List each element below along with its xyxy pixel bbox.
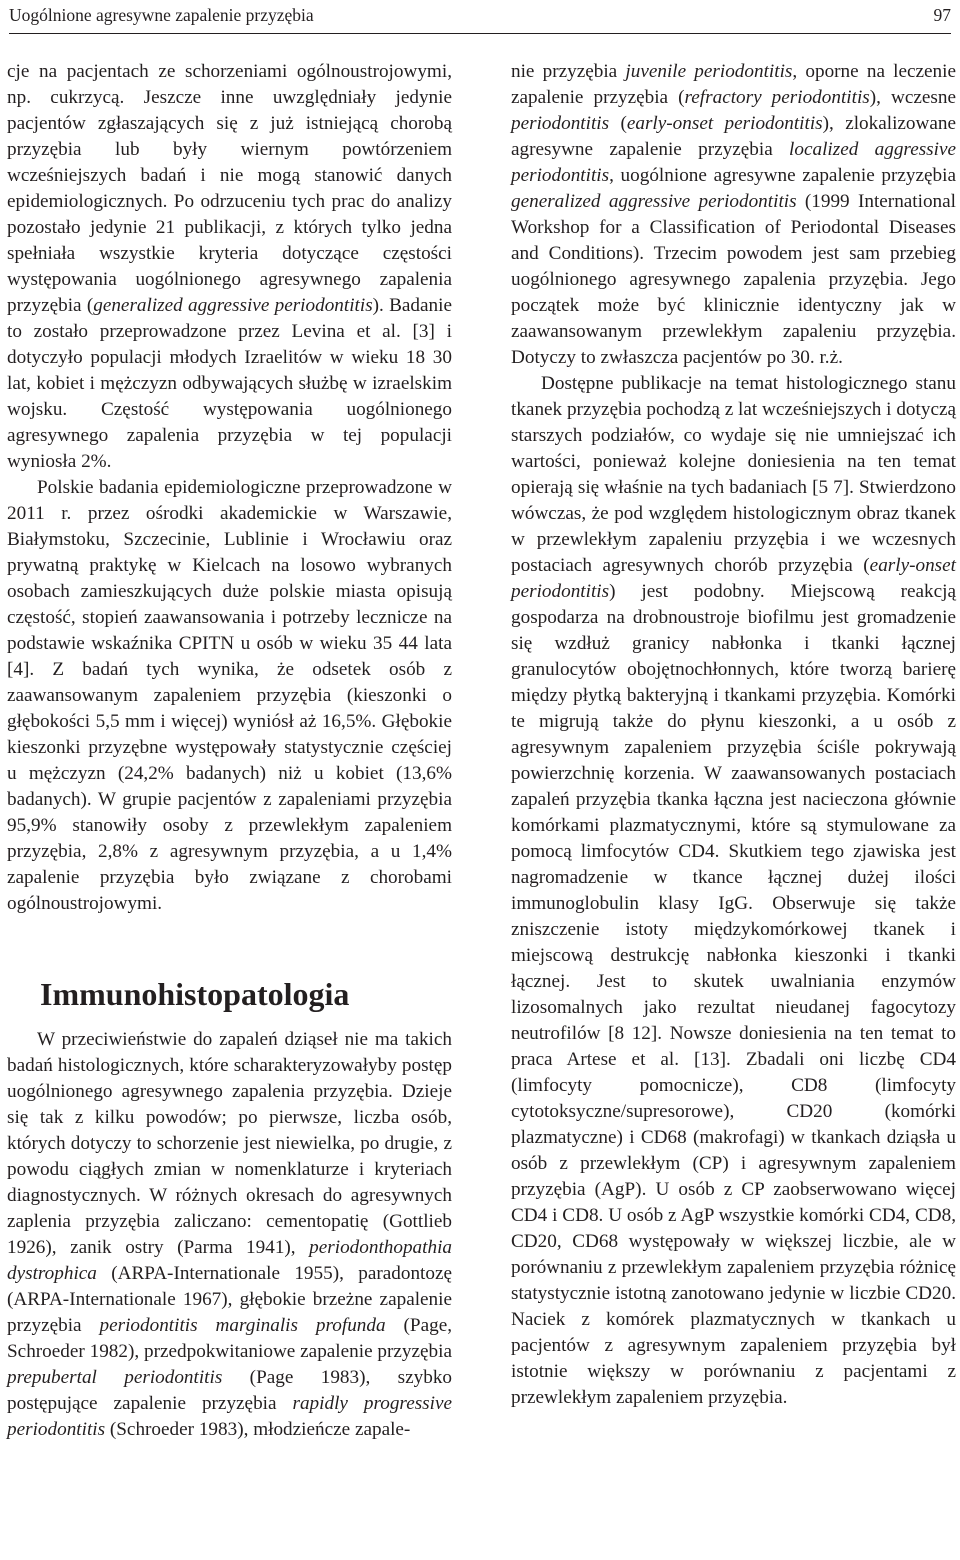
italic-term: prepubertal periodontitis <box>7 1367 223 1388</box>
text-run: cje na pacjentach ze schorzeniami ogólnoustrojowymi, np. cukrzycą. Jeszcze inne uwzględniały jedynie pacjentów zgłaszających się z już istniejącą chorobą przyzębia lub były wiernym powtórzeniem wcześniejszych badań i nie mogą stanowić danych epidemiologicznych. Po odrzuceniu tych prac do analizy pozostało jedynie 21 publikacji, z których tylko jedna spełniała wszystkie kryteria dotyczące częstości występowania uogólnionego agresywnego zapalenia przyzębia ( <box>7 61 452 316</box>
italic-term: early-onset periodontitis <box>511 555 956 602</box>
running-title: Uogólnione agresywne zapalenie przyzębia <box>9 5 314 25</box>
paragraph <box>7 1027 452 1443</box>
italic-term: periodontitis <box>511 113 610 134</box>
text-run: (1999 International Workshop for a Classification of Periodontal Diseases and Conditions). Trzecim powodem jest sam przebieg uogólnionego agresywnego zapalenia przyzębia. Jego początek może być klinicznie identyczny jak w zaawansowanym przewlekłym zapaleniu przyzębia. Dotyczy to zwłaszcza pacjentów po 30. r.ż. <box>511 191 956 368</box>
text-run: ( <box>609 113 627 134</box>
text-run: ). Badanie to zostało przeprowadzone przez Levina et al. [3] i dotyczyło populacji młodych Izraelitów w wieku 18 30 lat, kobiet i mężczyzn odbywających służbę w izraelskim wojsku. Częstość występowania uogólnionego agresywnego zapalenia przyzębia w tej populacji wyniosła 2%. <box>7 295 452 472</box>
italic-term: early-onset periodontitis <box>626 113 823 134</box>
paragraph <box>7 59 452 475</box>
text-run: (ARPA-Internationale 1955), paradontozę (ARPA-Internationale 1967), głębokie brzeżne zapalenie przyzębia <box>7 1263 452 1336</box>
running-header <box>9 0 951 30</box>
text-run: (Page 1983), szybko postępujące zapalenie przyzębia <box>7 1367 453 1414</box>
text-run: W przeciwieństwie do zapaleń dziąseł nie ma takich badań histologicznych, które scharakteryzowałyby postęp uogólnionego agresywnego zapalenia przyzębia. Dzieje się tak z kilku powodów; po pierwsze, liczba osób, których dotyczy to schorzenie jest niewielka, po drugie, z powodu ciągłych zmian w nomenklaturze i kryteriach diagnostycznych. W różnych okresach do agresywnych zaplenia przyzębia zaliczano: cementopatię (Gottlieb 1926), zanik ostry (Parma 1941), <box>7 1029 452 1258</box>
italic-term: generalized aggressive periodontitis <box>511 191 797 212</box>
left-column <box>7 59 452 1443</box>
right-column <box>511 59 956 1411</box>
text-run: (Page, Schroeder 1982), przedpokwitaniowe zapalenie przyzębia <box>7 1315 453 1362</box>
text-run: ) jest podobny. Miejscową reakcją gospodarza na drobnoustroje biofilmu jest gromadzenie się wzdłuż granicy nabłonka i tkanki łącznej granulocytów obojętnochłonnych, które tworzą barierę między płytką bakteryjną i tkankami przyzębia. Komórki te migrują także do płynu kieszonki, a u osób z agresywnym zapaleniem przyzębia ściśle pokrywają powierzchnię korzenia. W zaawansowanych postaciach zapaleń przyzębia tkanka łączna jest nacieczona głównie komórkami plazmatycznymi, które są stymulowane za pomocą limfocytów CD4. Skutkiem tego zjawiska jest nagromadzenie w tkance łącznej dużej ilości immunoglobulin klasy IgG. Obserwuje się także zniszczenie istoty międzykomórkowej tkanek i miejscową destrukcję nabłonka kieszonki i tkanki łącznej. Jest to skutek uwalniania enzymów lizosomalnych jako rezultat nieudanej fagocytozy neutrofilów [8 12]. Nowsze doniesienia na ten temat to praca Artese et al. [13]. Zbadali oni liczbę CD4 (limfocyty pomocnicze), CD8 (limfocyty cytotoksyczne/supresorowe), CD20 (komórki plazmatyczne) i CD68 (makrofagi) w tkankach dziąsła u osób z przewlekłym (CP) i agresywnym zapaleniem przyzębia (AgP). U osób z CP zaobserwowano więcej CD4 i CD8. U osób z AgP wszystkie komórki CD4, CD8, CD20, CD68 występowały w większej liczbie, ale w porównaniu z przewlekłym zapaleniem przyzębia różnicę statystycznie istotną zanotowano jedynie w liczbie CD20. Naciek z komórek plazmatycznych w tkankach u pacjentów z agresywnym zapaleniem przyzębia był istotnie większy w porównaniu z pacjentami z przewlekłym zapaleniem przyzębia. <box>511 581 956 1408</box>
italic-term: rapidly progressive periodontitis <box>7 1393 453 1440</box>
text-run: (Schroeder 1983), młodzieńcze zapale- <box>105 1419 411 1440</box>
italic-term: juvenile periodontitis <box>625 61 793 82</box>
text-run: , oporne na leczenie zapalenie przyzębia ( <box>511 61 956 108</box>
paragraph <box>511 59 956 371</box>
text-run: Polskie badania epidemiologiczne przeprowadzone w 2011 r. przez ośrodki akademickie w Warszawie, Białymstoku, Szczecinie, Lublinie i Wrocławiu oraz prywatną praktykę w Kielcach na losowo wybranych osobach zamieszkujących duże polskie miasta opisują częstość, stopień zaawansowania i potrzeby lecznicze na podstawie wskaźnika CPITN u osób w wieku 35 44 lata [4]. Z badań tych wynika, że odsetek osób z zaawansowanym zapaleniem przyzębia (kieszonki o głębokości 5,5 mm i więcej) wyniósł aż 16,5%. Głębokie kieszonki przyzębne występowały statystycznie częściej u mężczyzn (24,2% badanych) niż u kobiet (13,6% badanych). W grupie pacjentów z zapaleniami przyzębia 95,9% stanowiły osoby z przewlekłym zapaleniem przyzębia, 2,8% z agresywnym przyzębia, a u 1,4% zapalenie przyzębia było związane z chorobami ogólnoustrojowymi. <box>7 477 452 914</box>
paragraph <box>7 475 452 917</box>
section-heading: Immunohistopatologia <box>40 976 350 1012</box>
text-run: , uogólnione agresywne zapalenie przyzębia <box>609 165 956 186</box>
italic-term: periodonthopathia dystrophica <box>7 1237 452 1284</box>
italic-term: refractory periodontitis <box>684 87 870 108</box>
italic-term: generalized aggressive periodontitis <box>93 295 373 316</box>
italic-term: localized aggressive periodontitis <box>511 139 957 186</box>
page-number: 97 <box>933 5 951 25</box>
text-run: Dostępne publikacje na temat histologicznego stanu tkanek przyzębia pochodzą z lat wcześniejszych i dotyczą starszych podziałów, co wydaje się nie umniejszać ich wartości, ponieważ kolejne doniesienia na ten temat opierają się właśnie na tych badaniach [5 7]. Stwierdzono wówczas, że pod względem histologicznym obraz tkanek w przewlekłym zapaleniu przyzębia i we wczesnych postaciach agresywnych chorób przyzębia ( <box>511 373 956 576</box>
text-run: ), zlokalizowane agresywne zapalenie przyzębia <box>511 113 957 160</box>
italic-term: periodontitis marginalis profunda <box>99 1315 386 1336</box>
text-run: ), wczesne <box>869 87 957 108</box>
header-rule <box>9 33 951 34</box>
text-run: nie przyzębia <box>511 61 626 82</box>
paragraph <box>511 371 956 1411</box>
